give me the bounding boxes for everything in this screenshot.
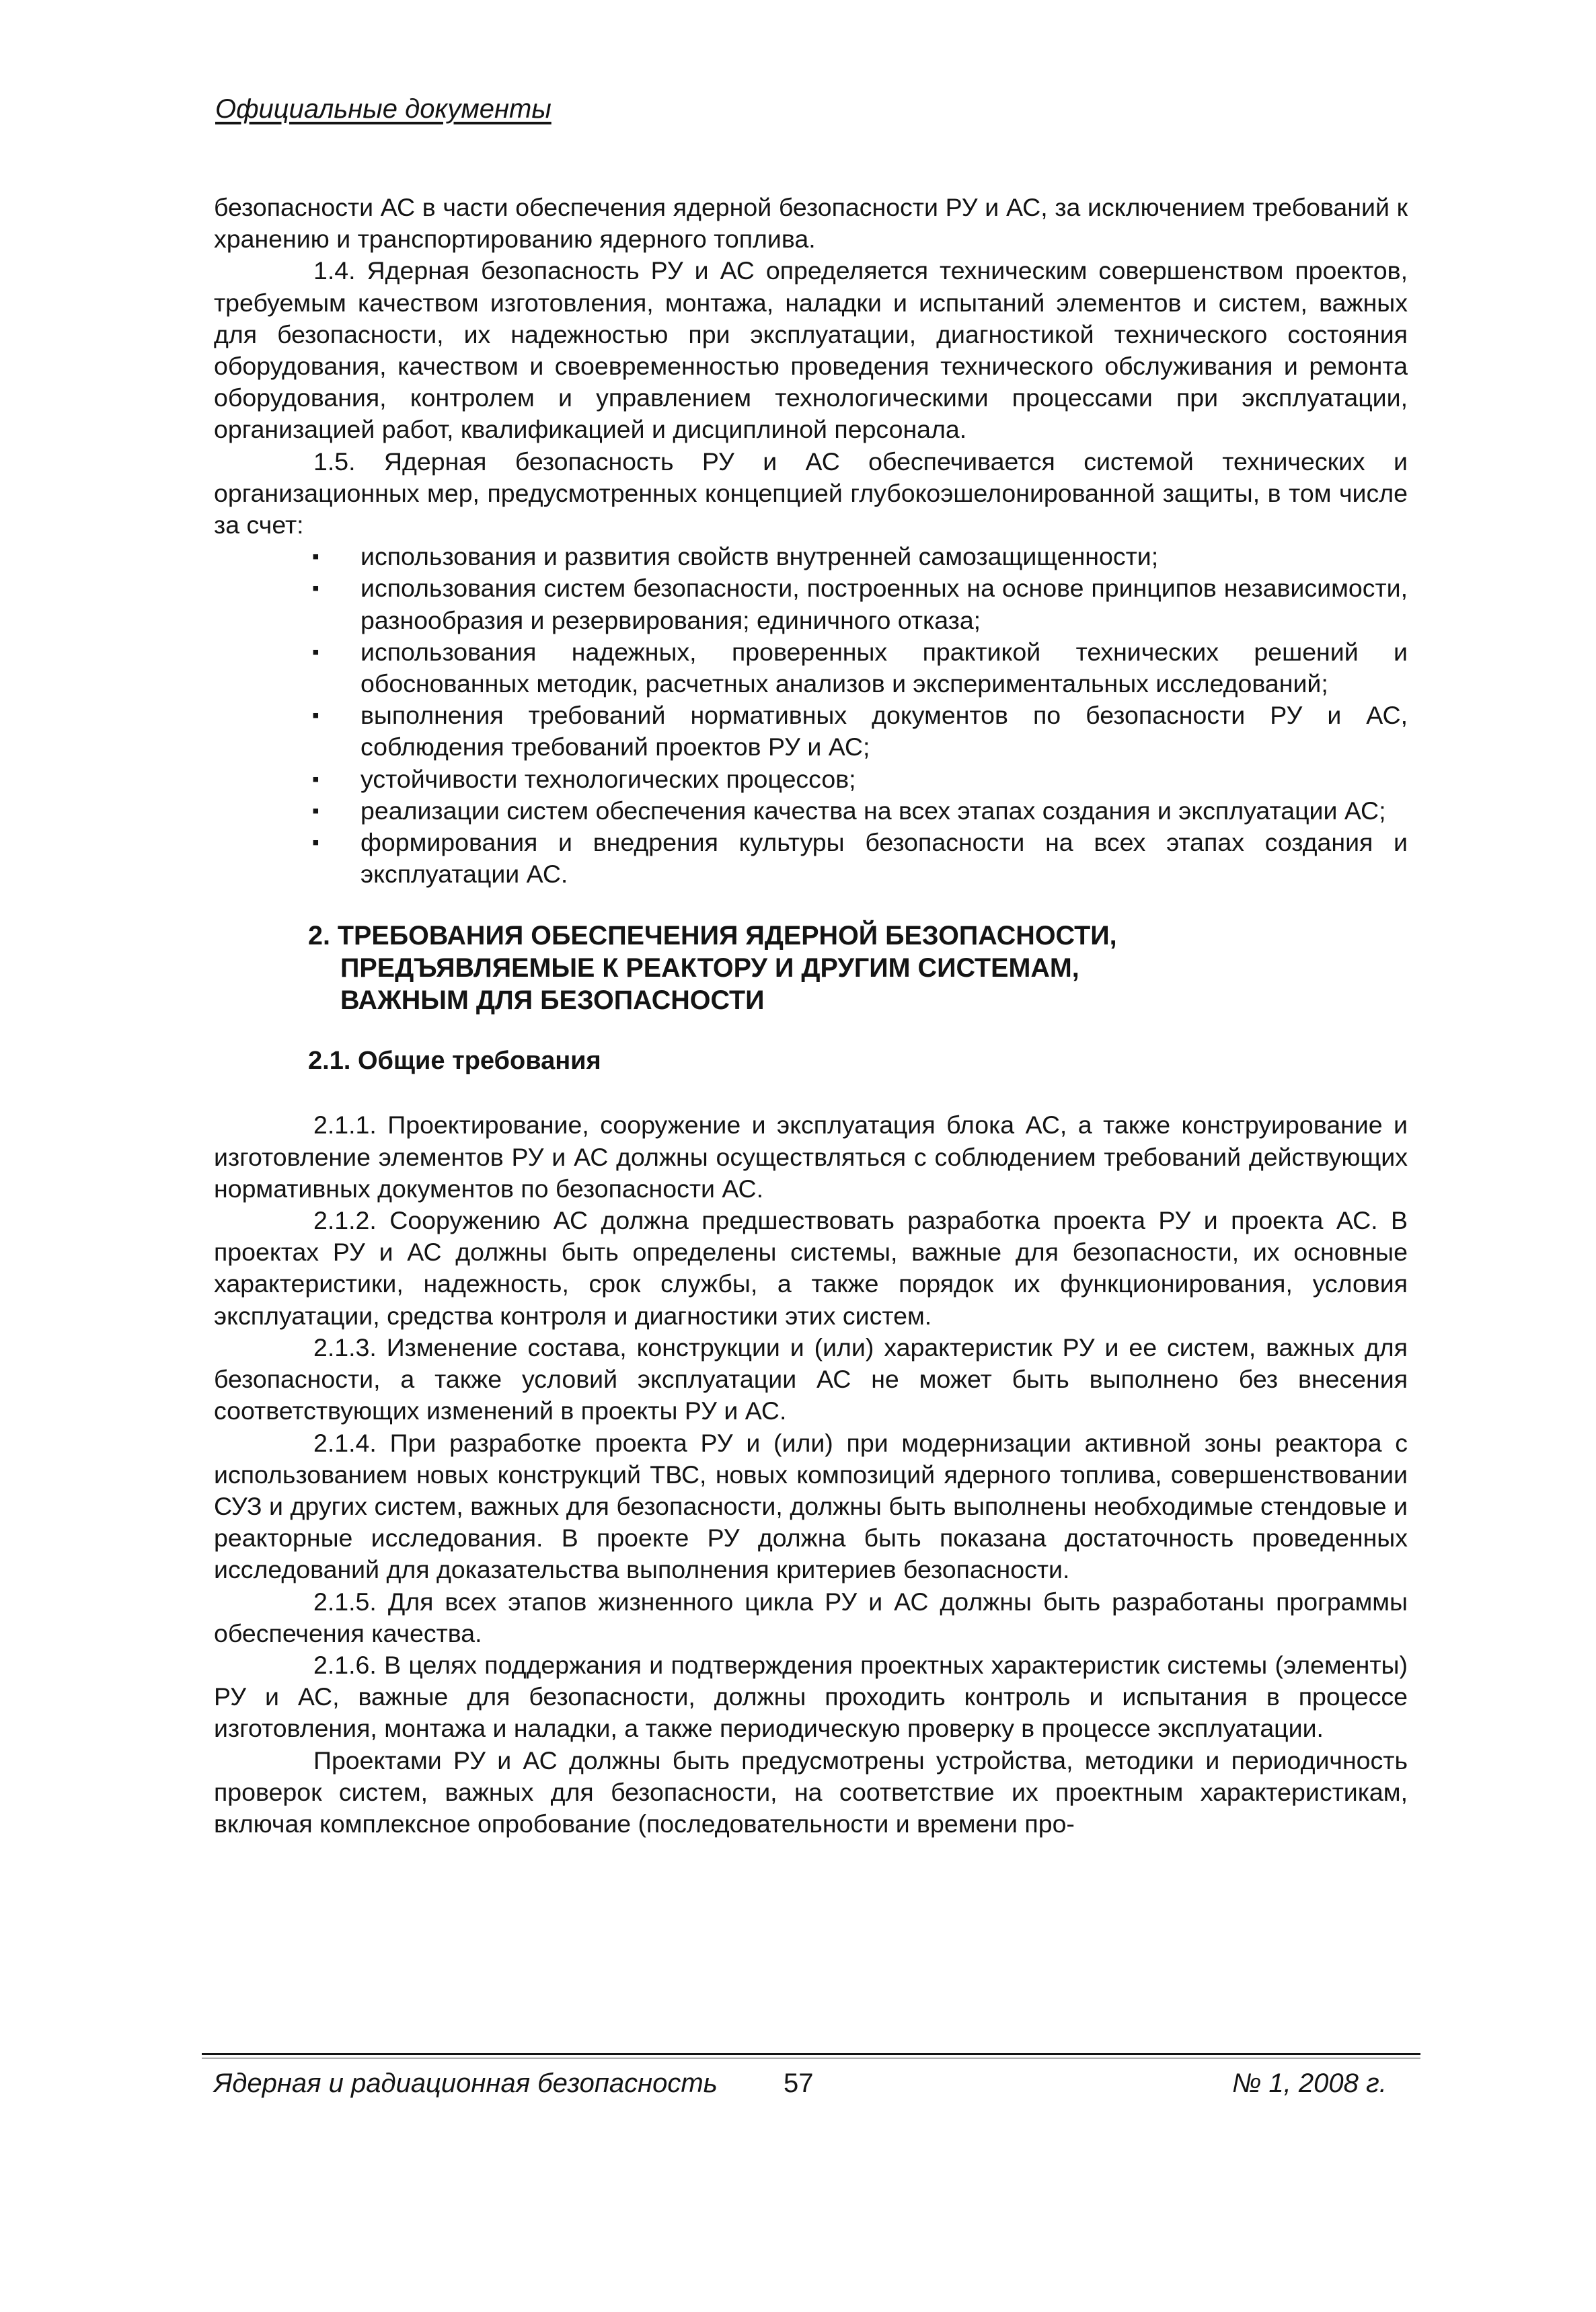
list-item-text: устойчивости технологических процессов; <box>360 764 856 793</box>
bullet-icon: ▪ <box>312 768 319 790</box>
list-item-text: выполнения требований нормативных документов по безопасности РУ и АС, соблюдения требований проектов РУ и АС; <box>360 701 1408 761</box>
list-item-text: реализации систем обеспечения качества на всех этапах создания и эксплуатации АС; <box>360 796 1386 825</box>
bullet-icon: ▪ <box>312 704 319 727</box>
paragraph-2-1-1: 2.1.1. Проектирование, сооружение и эксплуатация блока АС, а также конструирование и изготовление элементов РУ и АС должны осуществляться с соблюдением требований действующих нормативных документов по безопасности АС. <box>214 1111 1408 1203</box>
subsection-2-1-title: 2.1. Общие требования <box>308 1047 601 1076</box>
bullet-icon: ▪ <box>312 577 319 600</box>
bullet-icon: ▪ <box>312 799 319 822</box>
section-2-title <box>308 920 1317 1016</box>
footer-issue: № 1, 2008 г. <box>1232 2068 1387 2098</box>
section-title-line: ПРЕДЪЯВЛЯЕМЫЕ К РЕАКТОРУ И ДРУГИМ СИСТЕМАМ, <box>340 953 1079 983</box>
document-body <box>214 192 1408 1840</box>
bullet-icon: ▪ <box>312 831 319 854</box>
list-item <box>214 827 1408 890</box>
list-item <box>214 541 1408 572</box>
list-item-text: формирования и внедрения культуры безопасности на всех этапах создания и эксплуатации АС. <box>360 828 1408 889</box>
page-number: 57 <box>784 2068 814 2098</box>
list-item <box>214 795 1408 827</box>
paragraph-2-1-5: 2.1.5. Для всех этапов жизненного цикла РУ и АС должны быть разработаны программы обеспечения качества. <box>214 1587 1408 1647</box>
list-item <box>214 572 1408 636</box>
section-title-line: ВАЖНЫМ ДЛЯ БЕЗОПАСНОСТИ <box>340 985 765 1016</box>
list-item <box>214 700 1408 763</box>
bullet-icon: ▪ <box>312 546 319 568</box>
paragraph-1-4: 1.4. Ядерная безопасность РУ и АС определяется техническим совершенством проектов, требуемым качеством изготовления, монтажа, наладки и испытаний элементов и систем, важных для безопасности, их надежностью при эксплуатации, диагностикой технического состояния оборудования, качеством и своевременностью проведения технического обслуживания и ремонта оборудования, контролем и управлением технологическими процессами при эксплуатации, организацией работ, квалификацией и дисциплиной персонала. <box>214 256 1408 444</box>
footer-journal-title: Ядерная и радиационная безопасность <box>214 2068 718 2098</box>
list-item-text: использования надежных, проверенных практикой технических решений и обоснованных методик, расчетных анализов и экспериментальных исследований; <box>360 637 1408 698</box>
running-header: Официальные документы <box>215 94 552 124</box>
list-item-text: использования систем безопасности, построенных на основе принципов независимости, разнообразия и резервирования; единичного отказа; <box>360 574 1408 634</box>
section-title-line: 2. ТРЕБОВАНИЯ ОБЕСПЕЧЕНИЯ ЯДЕРНОЙ БЕЗОПАСНОСТИ, <box>308 921 1117 951</box>
paragraph-continuation: безопасности АС в части обеспечения ядерной безопасности РУ и АС, за исключением требований к хранению и транспортированию ядерного топлива. <box>214 193 1408 254</box>
list-item <box>214 636 1408 700</box>
list-item <box>214 763 1408 795</box>
bullet-list <box>214 541 1408 890</box>
list-item-text: использования и развития свойств внутренней самозащищенности; <box>360 542 1159 571</box>
paragraph-1-5: 1.5. Ядерная безопасность РУ и АС обеспечивается системой технических и организационных мер, предусмотренных концепцией глубокоэшелонированной защиты, в том числе за счет: <box>214 447 1408 539</box>
paragraph-last: Проектами РУ и АС должны быть предусмотрены устройства, методики и периодичность проверок систем, важных для безопасности, на соответствие их проектным характеристикам, включая комплексное опробование (последовательности и времени про- <box>214 1746 1408 1838</box>
paragraph-2-1-2: 2.1.2. Сооружению АС должна предшествовать разработка проекта РУ и проекта АС. В проектах РУ и АС должны быть определены системы, важные для безопасности, их основные характеристики, надежность, срок службы, а также порядок их функционирования, условия эксплуатации, средства контроля и диагностики этих систем. <box>214 1206 1408 1330</box>
paragraph-2-1-4: 2.1.4. При разработке проекта РУ и (или) при модернизации активной зоны реактора с использованием новых конструкций ТВС, новых композиций ядерного топлива, совершенствовании СУЗ и других систем, важных для безопасности, должны быть выполнены необходимые стендовые и реакторные исследования. В проекте РУ должна быть показана достаточность проведенных исследований для доказательства выполнения критериев безопасности. <box>214 1428 1408 1584</box>
bullet-icon: ▪ <box>312 640 319 663</box>
paragraph-2-1-3: 2.1.3. Изменение состава, конструкции и (или) характеристик РУ и ее систем, важных для безопасности, а также условий эксплуатации АС не может быть выполнено без внесения соответствующих изменений в проекты РУ и АС. <box>214 1333 1408 1425</box>
paragraph-2-1-6: 2.1.6. В целях поддержания и подтверждения проектных характеристик системы (элементы) РУ и АС, важные для безопасности, должны проходить контроль и испытания в процессе изготовления, монтажа и наладки, а также периодическую проверку в процессе эксплуатации. <box>214 1650 1408 1743</box>
footer-divider <box>202 2053 1420 2055</box>
